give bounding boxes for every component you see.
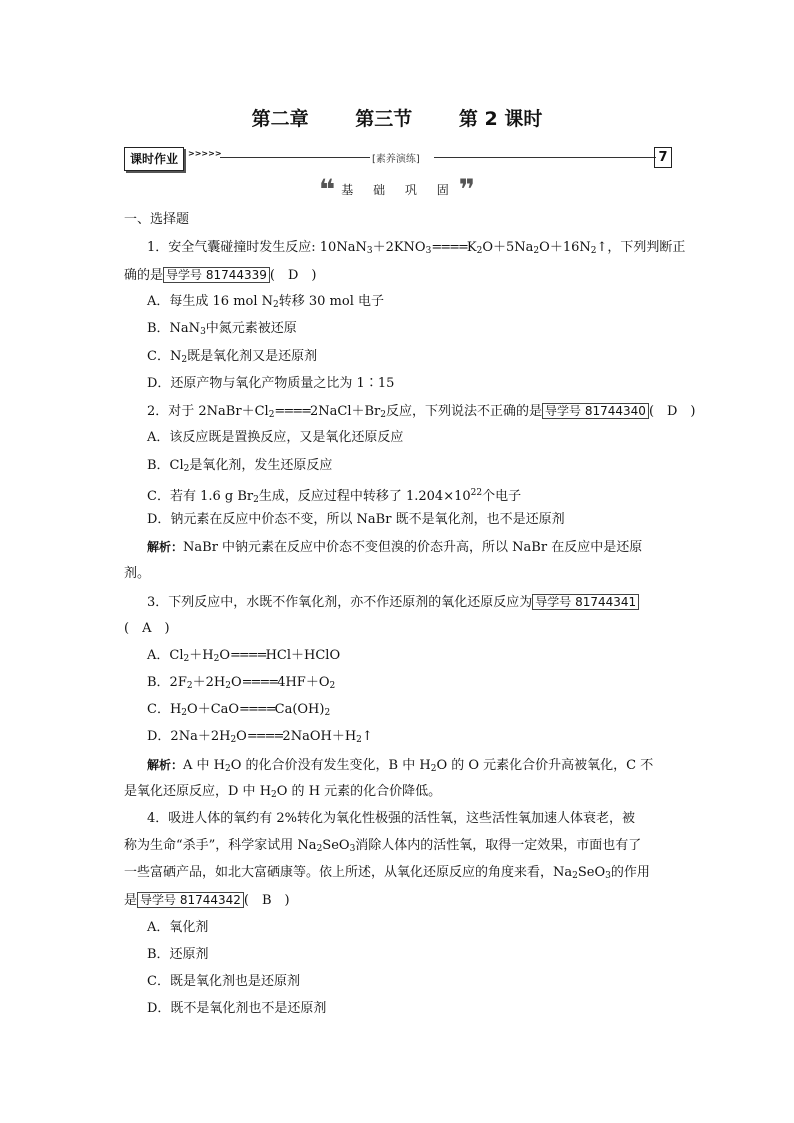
divider-line (434, 157, 656, 158)
explanation-line-1: 解析：NaBr 中钠元素在反应中价态不变但溴的价态升高，所以 NaBr 在反应中是还原 (147, 540, 643, 555)
option-a: A．$Cl_2+H_2O====HCl+HClO$ (147, 648, 341, 664)
question-4-line-3: 一些富硒产品，如北大富硒康等。依上所述，从氧化还原反应的角度来看，$Na_2SeO_3$的作用 (124, 865, 650, 881)
page-number-badge: 7 (654, 147, 672, 168)
option-a: A．氧化剂 (147, 920, 209, 935)
practice-label: [素养演练] (372, 154, 420, 165)
chapter-title: 第二章 (251, 108, 309, 130)
question-4-line-2: 称为生命“杀手”，科学家试用 $Na_2SeO_3$消除人体内的活性氧，取得一定效果，市面也有了 (124, 838, 642, 854)
explanation-line-1: 解析：A 中 $H_2O$ 的化合价没有发生变化，B 中 $H_2O$ 的 O 元素化合价升高被氧化，C 不 (147, 758, 654, 774)
guide-code-link[interactable]: 导学号 81744341 (532, 594, 639, 610)
question-1-line-2: 确的是 导学号 81744339 ( D ) (124, 268, 317, 283)
question-4-line-1: 4．吸进人体的氧约有 2%转化为氧化性极强的活性氧，这些活性氧加速人体衰老，被 (147, 811, 636, 826)
guide-code-link[interactable]: 导学号 81744342 (137, 892, 244, 908)
part-heading: 一、选择题 (124, 212, 190, 227)
section-heading (0, 172, 794, 206)
close-quote-icon: ❞ (458, 172, 476, 206)
answer: ( A ) (124, 621, 170, 636)
page-title (0, 104, 794, 131)
option-d: D．$2Na+2H_2O====2NaOH+H_2↑$ (147, 729, 373, 745)
answer: ( D ) (269, 268, 317, 283)
option-c: C．$H_2O+CaO====Ca(OH)_2$ (147, 702, 331, 718)
guide-code-link[interactable]: 导学号 81744340 (542, 403, 649, 419)
option-b: B．$Cl_2$是氧化剂，发生还原反应 (147, 458, 333, 474)
option-c: C．$N_2$既是氧化剂又是还原剂 (147, 349, 318, 365)
explanation-line-2: 是氧化还原反应，D 中 $H_2O$ 的 H 元素的化合价降低。 (124, 784, 442, 800)
option-c: C．若有 1.6 g $Br_2$生成，反应过程中转移了 $1.204\times 10^{22}$个电子 (147, 488, 522, 505)
question-3-line-1: 3．下列反应中，水既不作氧化剂，亦不作还原剂的氧化还原反应为 导学号 81744341 (147, 592, 639, 613)
option-c: C．既是氧化剂也是还原剂 (147, 974, 300, 989)
answer: ( B ) (243, 893, 290, 908)
option-a: A．每生成 16 mol $N_2$转移 30 mol 电子 (147, 294, 385, 310)
option-b: B．$2F_2+2H_2O====4HF+O_2$ (147, 675, 336, 691)
open-quote-icon: ❝ (318, 172, 336, 206)
option-b: B．NaN$_3$中氮元素被还原 (147, 321, 297, 337)
section-heading-text: 基 础 巩 固 (341, 183, 457, 197)
question-1-line-1: 1．安全气囊碰撞时发生反应: $10NaN_3+2KNO_3====K_2O+5Na_2O+16N_2↑$，下列判断正 (147, 240, 686, 256)
homework-bar (124, 147, 674, 173)
explanation-line-2: 剂。 (124, 566, 151, 581)
guide-code-link[interactable]: 导学号 81744339 (163, 267, 270, 283)
question-4-line-4: 是 导学号 81744342 ( B ) (124, 893, 290, 908)
option-d: D．还原产物与氧化产物质量之比为 1∶15 (147, 376, 395, 391)
lesson-title: 第 2 课时 (458, 108, 543, 130)
option-b: B．还原剂 (147, 947, 209, 962)
arrows-decoration: >>>>> (188, 149, 222, 158)
divider-line (220, 157, 370, 158)
homework-label: 课时作业 (124, 147, 184, 171)
option-a: A．该反应既是置换反应，又是氧化还原反应 (147, 430, 404, 445)
answer: ( D ) (648, 404, 696, 419)
question-2-line-1: 2．对于 $2NaBr+Cl_2====2NaCl+Br_2$反应，下列说法不正确的是 导学号 81744340 ( D ) (147, 404, 696, 420)
option-d: D．既不是氧化剂也不是还原剂 (147, 1001, 327, 1016)
section-title: 第三节 (355, 108, 413, 130)
option-d: D．钠元素在反应中价态不变，所以 NaBr 既不是氧化剂，也不是还原剂 (147, 512, 565, 527)
